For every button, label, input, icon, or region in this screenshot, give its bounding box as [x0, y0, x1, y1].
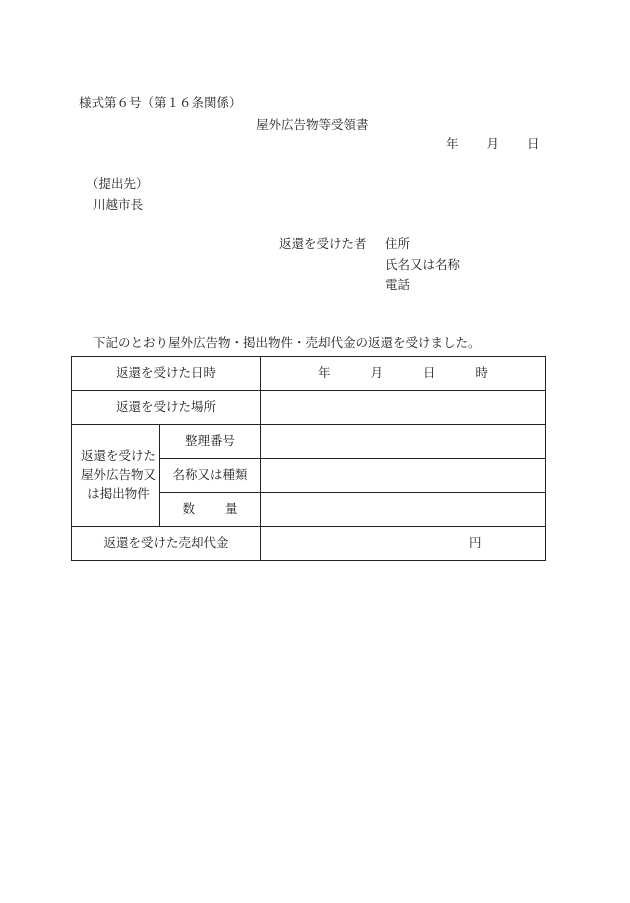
quantity-label [160, 493, 261, 527]
items-label [72, 425, 160, 527]
submit-to-name: 川越市長 [93, 197, 144, 212]
place-label: 返還を受けた場所 [72, 391, 261, 425]
items-label-line2: 屋外広告物又 [80, 467, 156, 483]
table-row [72, 357, 546, 391]
name-label: 氏名又は名称 [385, 257, 461, 272]
table-row [72, 527, 546, 561]
item-name-value[interactable] [261, 459, 546, 493]
form-number: 様式第６号（第１６条関係） [79, 95, 242, 110]
datetime-label: 返還を受けた日時 [72, 357, 261, 391]
table-row [72, 391, 546, 425]
quantity-char1: 数 [182, 501, 195, 517]
document-title: 屋外広告物等受領書 [256, 117, 369, 132]
receipt-table [71, 356, 546, 561]
datetime-year: 年 [317, 365, 331, 381]
datetime-hour: 時 [475, 365, 489, 381]
date-day: 日 [527, 136, 540, 151]
address-label: 住所 [385, 236, 411, 251]
table-row [72, 425, 546, 459]
date-month: 月 [486, 136, 500, 151]
proceeds-unit: 円 [469, 535, 482, 551]
proceeds-label: 返還を受けた売却代金 [72, 527, 261, 561]
proceeds-value[interactable] [261, 527, 546, 561]
phone-label: 電話 [385, 277, 411, 292]
quantity-value[interactable] [261, 493, 546, 527]
item-name-label: 名称又は種類 [160, 459, 261, 493]
document-date [446, 138, 540, 151]
datetime-day: 日 [423, 365, 436, 381]
statement-text: 下記のとおり屋外広告物・掲出物件・売却代金の返還を受けました。 [93, 335, 481, 350]
place-value[interactable] [261, 391, 546, 425]
quantity-char2: 量 [225, 501, 238, 517]
item-number-label: 整理番号 [160, 425, 261, 459]
submit-to-label: （提出先） [86, 176, 149, 191]
recipient-label: 返還を受けた者 [279, 236, 367, 251]
items-label-line3: は掲出物件 [87, 485, 150, 501]
items-label-line1: 返還を受けた [80, 448, 156, 464]
datetime-month: 月 [370, 365, 384, 381]
date-year: 年 [446, 136, 459, 151]
item-number-value[interactable] [261, 425, 546, 459]
datetime-value[interactable] [261, 357, 546, 391]
